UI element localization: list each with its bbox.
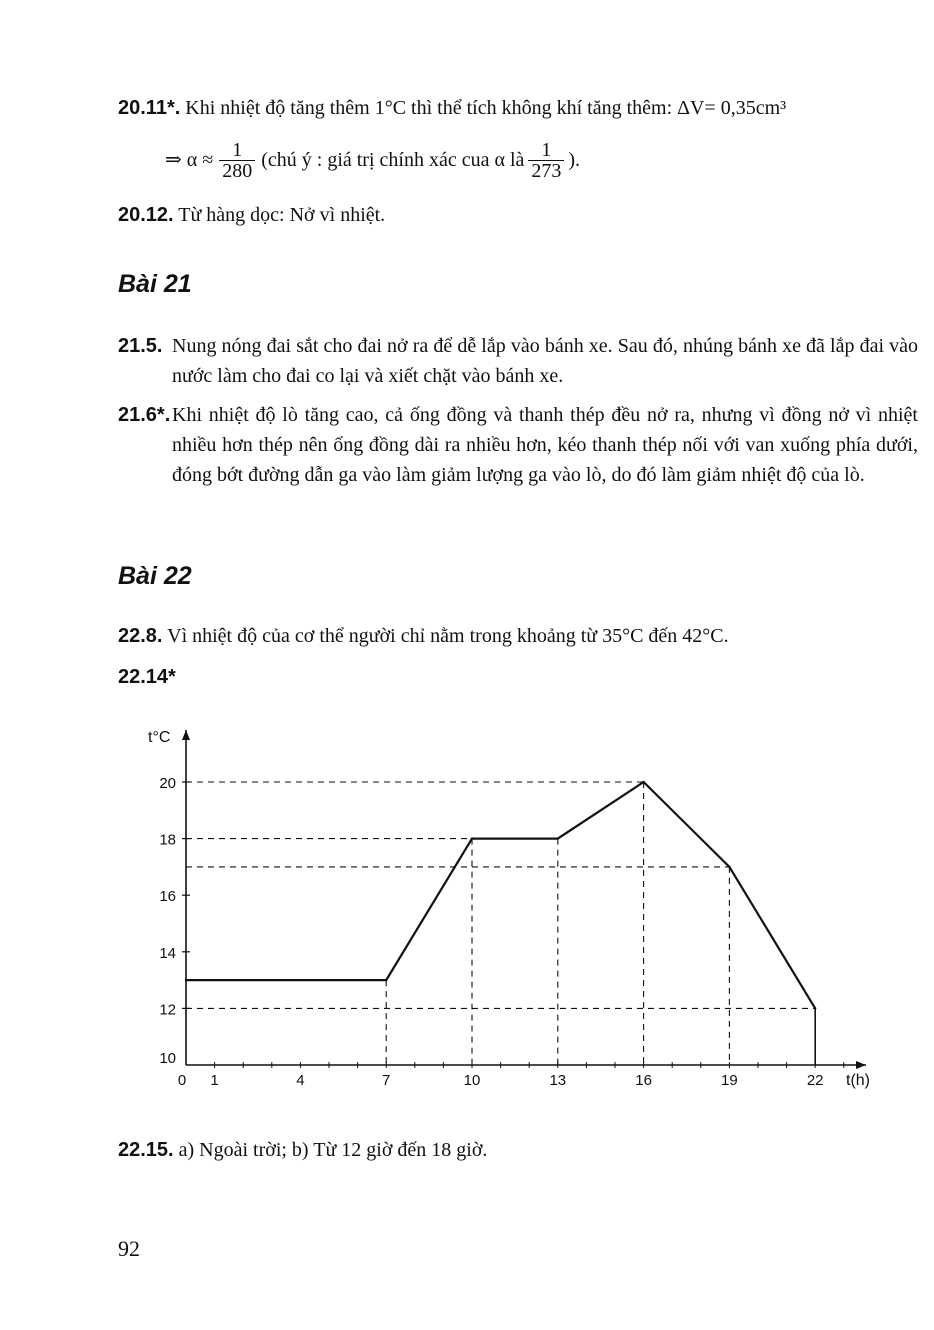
x-tick-label: 10 bbox=[463, 1072, 481, 1089]
item-number: 20.12. bbox=[118, 204, 174, 226]
x-tick-label: 7 bbox=[382, 1072, 391, 1089]
formula-line bbox=[165, 132, 865, 188]
formula-note: (chú ý : giá trị chính xác cua α là bbox=[261, 149, 525, 171]
item-21-5 bbox=[118, 331, 918, 391]
page-number: 92 bbox=[118, 1236, 140, 1261]
y-tick-label: 16 bbox=[159, 888, 176, 906]
chart-axes bbox=[182, 730, 866, 1069]
x-tick-label: 16 bbox=[635, 1072, 652, 1089]
data-point bbox=[385, 979, 387, 981]
item-text: Nung nóng đai sắt cho đai nở ra để dễ lắp vào bánh xe. Sau đó, nhúng bánh xe đã lắp đai vào nước làm cho đai co lại và xiết chặt vào bánh xe. bbox=[172, 335, 918, 387]
y-tick-label: 10 bbox=[159, 1050, 176, 1067]
fraction-1-over-273 bbox=[528, 140, 564, 181]
section-title-bai-22: Bài 22 bbox=[118, 562, 192, 590]
item-number: 22.14* bbox=[118, 666, 176, 688]
item-number: 21.6*. bbox=[118, 404, 171, 426]
x-axis-arrow bbox=[856, 1061, 866, 1069]
item-22-15 bbox=[118, 1135, 918, 1165]
item-number: 21.5. bbox=[118, 335, 163, 357]
fraction-numerator: 1 bbox=[528, 140, 564, 161]
item-text: Khi nhiệt độ lò tăng cao, cả ống đồng và thanh thép đều nở ra, nhưng vì đồng nở vì nhiệt nhiều hơn thép nên ống đồng dài ra nhiều hơn, kéo thanh thép nối với van xuống phía dưới, đóng bớt đường dẫn ga vào làm giảm lượng ga vào lò, do đó làm giảm nhiệt độ của lò. bbox=[172, 404, 918, 486]
data-point bbox=[471, 837, 473, 839]
fraction-denominator: 280 bbox=[222, 159, 253, 182]
y-tick-label: 12 bbox=[159, 1001, 176, 1019]
data-point bbox=[642, 781, 644, 783]
y-tick-label: 18 bbox=[159, 831, 176, 849]
x-tick-label: 0 bbox=[177, 1072, 187, 1089]
chart-ticks bbox=[159, 775, 843, 1089]
fraction-numerator: 1 bbox=[219, 140, 255, 161]
x-tick-label: 4 bbox=[296, 1072, 305, 1089]
item-text: Khi nhiệt độ tăng thêm 1°C thì thể tích không khí tăng thêm: ΔV= 0,35cm³ bbox=[185, 97, 787, 119]
fraction-1-over-280 bbox=[219, 140, 255, 181]
data-point bbox=[185, 979, 187, 981]
item-number: 20.11*. bbox=[118, 97, 181, 119]
temperature-time-chart bbox=[0, 700, 934, 1110]
item-number: 22.15. bbox=[118, 1139, 174, 1161]
item-number: 22.8. bbox=[118, 625, 163, 647]
fraction-denominator: 273 bbox=[531, 159, 562, 182]
section-title-bai-21: Bài 21 bbox=[118, 270, 192, 298]
chart-series bbox=[185, 781, 817, 1010]
item-20-11 bbox=[118, 93, 918, 123]
data-point bbox=[728, 866, 730, 868]
x-axis-label: t(h) bbox=[846, 1072, 870, 1089]
y-axis-label: t°C bbox=[148, 729, 171, 746]
item-20-12 bbox=[118, 200, 918, 230]
x-tick-label: 1 bbox=[210, 1072, 219, 1089]
formula-suffix: ). bbox=[568, 149, 581, 171]
item-21-6 bbox=[118, 400, 918, 490]
temperature-line bbox=[186, 782, 815, 1008]
y-axis-arrow bbox=[182, 730, 190, 740]
item-22-8 bbox=[118, 621, 918, 651]
item-22-14 bbox=[118, 662, 176, 692]
x-tick-label: 19 bbox=[721, 1072, 738, 1089]
data-point bbox=[557, 837, 559, 839]
x-tick-label: 13 bbox=[549, 1072, 567, 1089]
x-tick-label: 22 bbox=[806, 1072, 824, 1089]
data-point bbox=[814, 1007, 816, 1009]
item-text: Vì nhiệt độ của cơ thể người chỉ nằm trong khoảng từ 35°C đến 42°C. bbox=[167, 625, 729, 647]
y-tick-label: 20 bbox=[159, 775, 176, 792]
item-text: Từ hàng dọc: Nở vì nhiệt. bbox=[178, 204, 386, 226]
formula-prefix: ⇒ α ≈ bbox=[165, 149, 214, 171]
y-tick-label: 14 bbox=[159, 944, 176, 962]
item-text: a) Ngoài trời; b) Từ 12 giờ đến 18 giờ. bbox=[178, 1139, 488, 1161]
chart-guides bbox=[186, 782, 815, 1065]
